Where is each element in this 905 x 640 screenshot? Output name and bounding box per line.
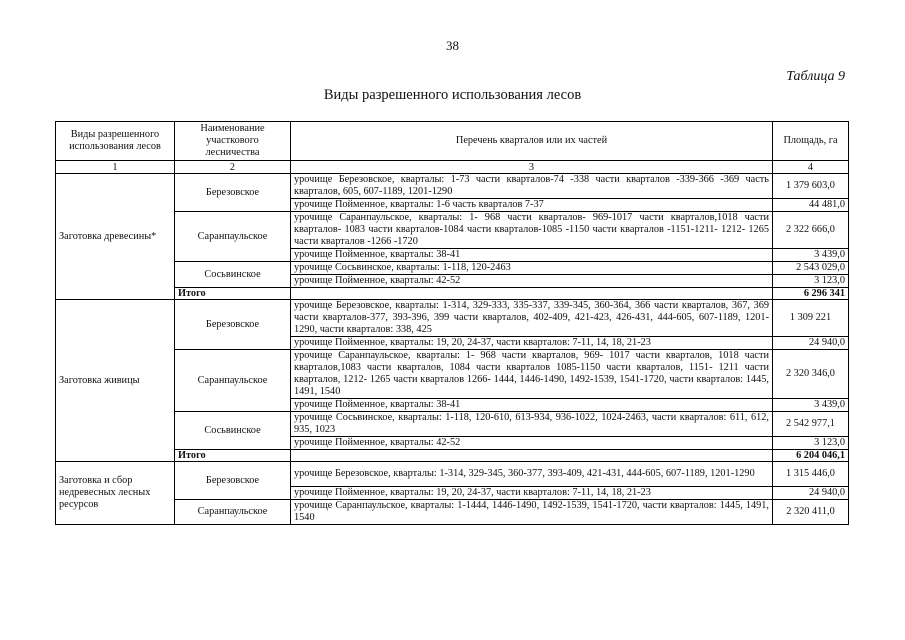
use-type-cell: Заготовка живицы xyxy=(56,300,175,462)
table-caption: Таблица 9 xyxy=(786,69,845,84)
total-empty-cell xyxy=(291,288,773,300)
total-label: Итого xyxy=(175,450,291,462)
quarters-cell: урочище Сосьвинское, кварталы: 1-118, 120-2463 xyxy=(291,262,773,275)
page-number: 38 xyxy=(446,38,459,53)
column-number-row xyxy=(56,161,849,174)
column-number: 1 xyxy=(56,161,175,174)
quarters-cell: урочище Пойменное, кварталы: 38-41 xyxy=(291,399,773,412)
quarters-cell: урочище Березовское, кварталы: 1-73 части кварталов-74 -338 части кварталов -339-366 -369 часть кварталов, 605, 607-1189, 1201-1290 xyxy=(291,174,773,199)
permitted-use-table xyxy=(55,121,849,525)
table-row xyxy=(56,462,849,487)
table-row xyxy=(56,212,849,249)
quarters-cell: урочище Саранпаульское, кварталы: 1- 968 части кварталов, 969- 1017 части кварталов, 1018 части кварталов,1083 части кварталов, 1084 части кварталов 1085-1150 части кварталов, 1151- 1211 части кварталов, 1212- 1265 части кварталов 1266- 1444, 1446-1490, 1492-1539, 1541-1720, части кварталов: 1445, 1491, 1540 xyxy=(291,350,773,399)
area-cell: 1 309 221 xyxy=(773,300,849,337)
quarters-cell: урочище Березовское, кварталы: 1-314, 329-345, 360-377, 393-409, 421-431, 444-605, 607-1189, 1201-1290 xyxy=(291,462,773,487)
area-cell: 2 542 977,1 xyxy=(773,412,849,437)
total-value: 6 296 341 xyxy=(773,288,849,300)
area-cell: 3 439,0 xyxy=(773,249,849,262)
header-forestry: Наименование участкового лесничества xyxy=(175,122,291,161)
area-cell: 44 481,0 xyxy=(773,199,849,212)
table-row xyxy=(56,500,849,525)
use-type-cell: Заготовка древесины* xyxy=(56,174,175,300)
column-number: 2 xyxy=(175,161,291,174)
use-type-cell: Заготовка и сбор недревесных лесных ресурсов xyxy=(56,462,175,525)
total-empty-cell xyxy=(291,450,773,462)
quarters-cell: урочище Сосьвинское, кварталы: 1-118, 120-610, 613-934, 936-1022, 1024-2463, части кварталов: 611, 612, 935, 1023 xyxy=(291,412,773,437)
column-number: 4 xyxy=(773,161,849,174)
area-cell: 2 320 346,0 xyxy=(773,350,849,399)
total-row xyxy=(56,450,849,462)
table-row xyxy=(56,174,849,199)
quarters-cell: урочище Пойменное, кварталы: 38-41 xyxy=(291,249,773,262)
forestry-cell: Саранпаульское xyxy=(175,212,291,262)
quarters-cell: урочище Саранпаульское, кварталы: 1-1444, 1446-1490, 1492-1539, 1541-1720, части кварталов: 1445, 1491, 1540 xyxy=(291,500,773,525)
table-row xyxy=(56,300,849,337)
area-cell: 1 315 446,0 xyxy=(773,462,849,487)
area-cell: 2 543 029,0 xyxy=(773,262,849,275)
area-cell: 2 322 666,0 xyxy=(773,212,849,249)
forestry-cell: Сосьвинское xyxy=(175,262,291,288)
quarters-cell: урочище Березовское, кварталы: 1-314, 329-333, 335-337, 339-345, 360-364, 366 части кварталов, 367, 369 части кварталов-377, 393-396, 399 части кварталов, 402-409, 421-423, 426-431, 444-605, 607-1189, 1201-1290, части кварталов: 338, 425 xyxy=(291,300,773,337)
forestry-cell: Березовское xyxy=(175,462,291,500)
quarters-cell: урочище Пойменное, кварталы: 1-6 часть кварталов 7-37 xyxy=(291,199,773,212)
forestry-cell: Саранпаульское xyxy=(175,350,291,412)
total-value: 6 204 046,1 xyxy=(773,450,849,462)
area-cell: 3 123,0 xyxy=(773,437,849,450)
table-row xyxy=(56,262,849,275)
column-number: 3 xyxy=(291,161,773,174)
area-cell: 1 379 603,0 xyxy=(773,174,849,199)
document-title: Виды разрешенного использования лесов xyxy=(323,87,582,103)
quarters-cell: урочище Пойменное, кварталы: 19, 20, 24-37, части кварталов: 7-11, 14, 18, 21-23 xyxy=(291,337,773,350)
quarters-cell: урочище Пойменное, кварталы: 42-52 xyxy=(291,437,773,450)
forestry-cell: Березовское xyxy=(175,174,291,212)
area-cell: 3 439,0 xyxy=(773,399,849,412)
table-row xyxy=(56,412,849,437)
header-row xyxy=(56,122,849,161)
quarters-cell: урочище Пойменное, кварталы: 19, 20, 24-37, части кварталов: 7-11, 14, 18, 21-23 xyxy=(291,487,773,500)
total-label: Итого xyxy=(175,288,291,300)
header-use-type: Виды разрешенного использования лесов xyxy=(56,122,175,161)
quarters-cell: урочище Пойменное, кварталы: 42-52 xyxy=(291,275,773,288)
forestry-cell: Сосьвинское xyxy=(175,412,291,450)
table-row xyxy=(56,350,849,399)
area-cell: 3 123,0 xyxy=(773,275,849,288)
header-quarters-list: Перечень кварталов или их частей xyxy=(291,122,773,161)
quarters-cell: урочище Саранпаульское, кварталы: 1- 968 части кварталов- 969-1017 части кварталов,1018 части кварталов- 1083 части кварталов-1084 части кварталов-1085 -1150 части кварталов -1151-1211- 1212- 1265 части кварталов -1266 -1720 xyxy=(291,212,773,249)
forestry-cell: Березовское xyxy=(175,300,291,350)
area-cell: 2 320 411,0 xyxy=(773,500,849,525)
area-cell: 24 940,0 xyxy=(773,487,849,500)
total-row xyxy=(56,288,849,300)
area-cell: 24 940,0 xyxy=(773,337,849,350)
header-area: Площадь, га xyxy=(773,122,849,161)
forestry-cell: Саранпаульское xyxy=(175,500,291,525)
